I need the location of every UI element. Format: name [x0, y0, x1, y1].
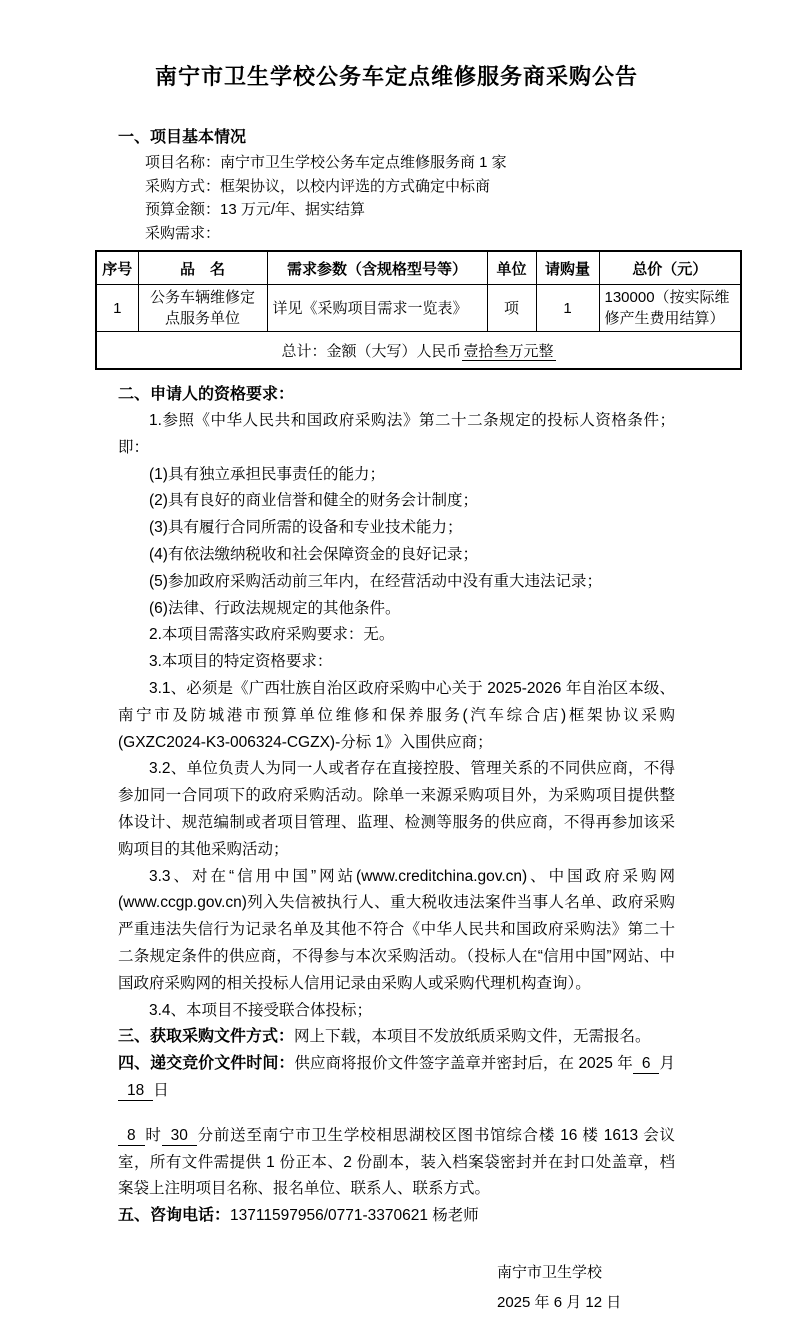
section4-line2	[118, 1123, 675, 1203]
qualification-paragraph: (4)有依法缴纳税收和社会保障资金的良好记录；	[149, 545, 478, 563]
section1-heading: 一、项目基本情况	[118, 129, 247, 146]
cell-index: 1	[96, 285, 138, 332]
cell-total-price: 130000（按实际维修产生费用结算）	[599, 285, 741, 332]
section5-label: 五、咨询电话：	[118, 1207, 231, 1225]
cell-spec: 详见《采购项目需求一览表》	[267, 285, 487, 332]
header-item-name: 品 名	[138, 251, 267, 285]
section3-line	[118, 1024, 675, 1051]
section3-label: 三、获取采购文件方式：	[118, 1028, 295, 1046]
section4-label: 四、递交竞价文件时间：	[118, 1055, 295, 1073]
signature-org: 南宁市卫生学校	[497, 1263, 603, 1281]
deadline-prefix: 供应商将报价文件签字盖章并密封后，在 2025 年	[294, 1055, 633, 1073]
header-spec: 需求参数（含规格型号等）	[267, 251, 487, 285]
deadline-minute-blank: 30	[162, 1126, 197, 1146]
qualification-paragraph: (1)具有独立承担民事责任的能力；	[149, 465, 385, 483]
total-prefix: 总计：金额（大写）人民币	[281, 342, 462, 360]
delivery-instructions: 前送至南宁市卫生学校相思湖校区图书馆综合楼 16 楼 1613 会议室，所有文件需提供 1 份正本、2 份副本，装入档案袋密封并在封口处盖章，档案袋上注明项目名称、报名单位、联系人、联系方式。	[118, 1126, 675, 1198]
deadline-month-blank: 6	[633, 1054, 660, 1074]
procurement-method-line: 采购方式：框架协议，以校内评选的方式确定中标商	[145, 177, 491, 195]
cell-unit: 项	[487, 285, 536, 332]
qualification-paragraph: 3.4、本项目不接受联合体投标；	[149, 1001, 373, 1019]
contact-phone: 13711597956/0771-3370621 杨老师	[230, 1207, 479, 1225]
qualification-paragraph: (5)参加政府采购活动前三年内，在经营活动中没有重大违法记录；	[149, 572, 602, 590]
section5-line	[118, 1203, 675, 1230]
qualification-paragraph: 1.参照《中华人民共和国政府采购法》第二十二条规定的投标人资格条件；即：	[118, 412, 675, 456]
qualification-paragraph: 3.本项目的特定资格要求：	[149, 653, 333, 671]
budget-line: 预算金额：13 万元/年、据实结算	[145, 201, 366, 218]
cell-item-name: 公务车辆维修定点服务单位	[138, 285, 267, 332]
qualification-paragraph: 3.2、单位负责人为同一人或者存在直接控股、管理关系的不同供应商，不得参加同一合同项下的政府采购活动。除单一来源采购项目外，为采购项目提供整体设计、规范编制或者项目管理、监理、检测等服务的供应商，不得再参加该采购项目的其他采购活动；	[118, 760, 675, 858]
total-amount: 壹拾叁万元整	[463, 342, 554, 360]
cell-quantity: 1	[536, 285, 599, 332]
header-quantity: 请购量	[536, 251, 599, 285]
header-index: 序号	[96, 251, 138, 285]
header-total-price: 总价（元）	[599, 251, 741, 285]
qualification-paragraph: 3.3、对在“信用中国”网站(www.creditchina.gov.cn)、中国政府采购网(www.ccgp.gov.cn)列入失信被执行人、重大税收违法案件当事人名单、政府采购严重违法失信行为记录名单及其他不符合《中华人民共和国政府采购法》第二十二条规定条件的供应商，不得参与本次采购活动。（投标人在“信用中国”网站、中国政府采购网的相关投标人信用记录由采购人或采购代理机构查询）。	[118, 867, 675, 992]
page-title: 南宁市卫生学校公务车定点维修服务商采购公告	[154, 64, 638, 89]
header-unit: 单位	[487, 251, 536, 285]
section-qualifications	[118, 381, 675, 1024]
month-label: 月	[659, 1055, 675, 1073]
table-row	[96, 285, 741, 332]
qualification-paragraph: 2.本项目需落实政府采购要求：无。	[149, 626, 395, 644]
requirements-table	[95, 250, 742, 370]
requirement-line: 采购需求：	[145, 224, 221, 242]
minute-label: 分	[196, 1126, 214, 1144]
hour-label: 时	[144, 1126, 162, 1144]
section4-line1	[118, 1051, 675, 1105]
qualification-paragraph: (3)具有履行合同所需的设备和专业技术能力；	[149, 519, 463, 537]
signature-block	[497, 1258, 675, 1318]
table-header-row	[96, 251, 741, 285]
deadline-day-blank: 18	[118, 1081, 153, 1101]
section3-text: 网上下载，本项目不发放纸质采购文件，无需报名。	[294, 1028, 651, 1046]
table-total-row	[96, 332, 741, 370]
section2-heading: 二、申请人的资格要求：	[118, 386, 295, 403]
qualification-paragraph: (2)具有良好的商业信誉和健全的财务会计制度；	[149, 492, 478, 510]
qualification-paragraph: (6)法律、行政法规规定的其他条件。	[149, 599, 401, 617]
day-label: 日	[153, 1081, 169, 1099]
signature-date: 2025 年 6 月 12 日	[497, 1293, 622, 1311]
section-basic-info	[118, 125, 675, 245]
qualification-paragraph: 3.1、必须是《广西壮族自治区政府采购中心关于 2025-2026 年自治区本级、南宁市及防城港市预算单位维修和保养服务(汽车综合店)框架协议采购(GXZC2024-K3-006324-CGZX)-分标 1》入围供应商；	[118, 679, 675, 751]
project-name-line: 项目名称：南宁市卫生学校公务车定点维修服务商 1 家	[145, 154, 507, 171]
deadline-hour-blank: 8	[118, 1126, 145, 1146]
